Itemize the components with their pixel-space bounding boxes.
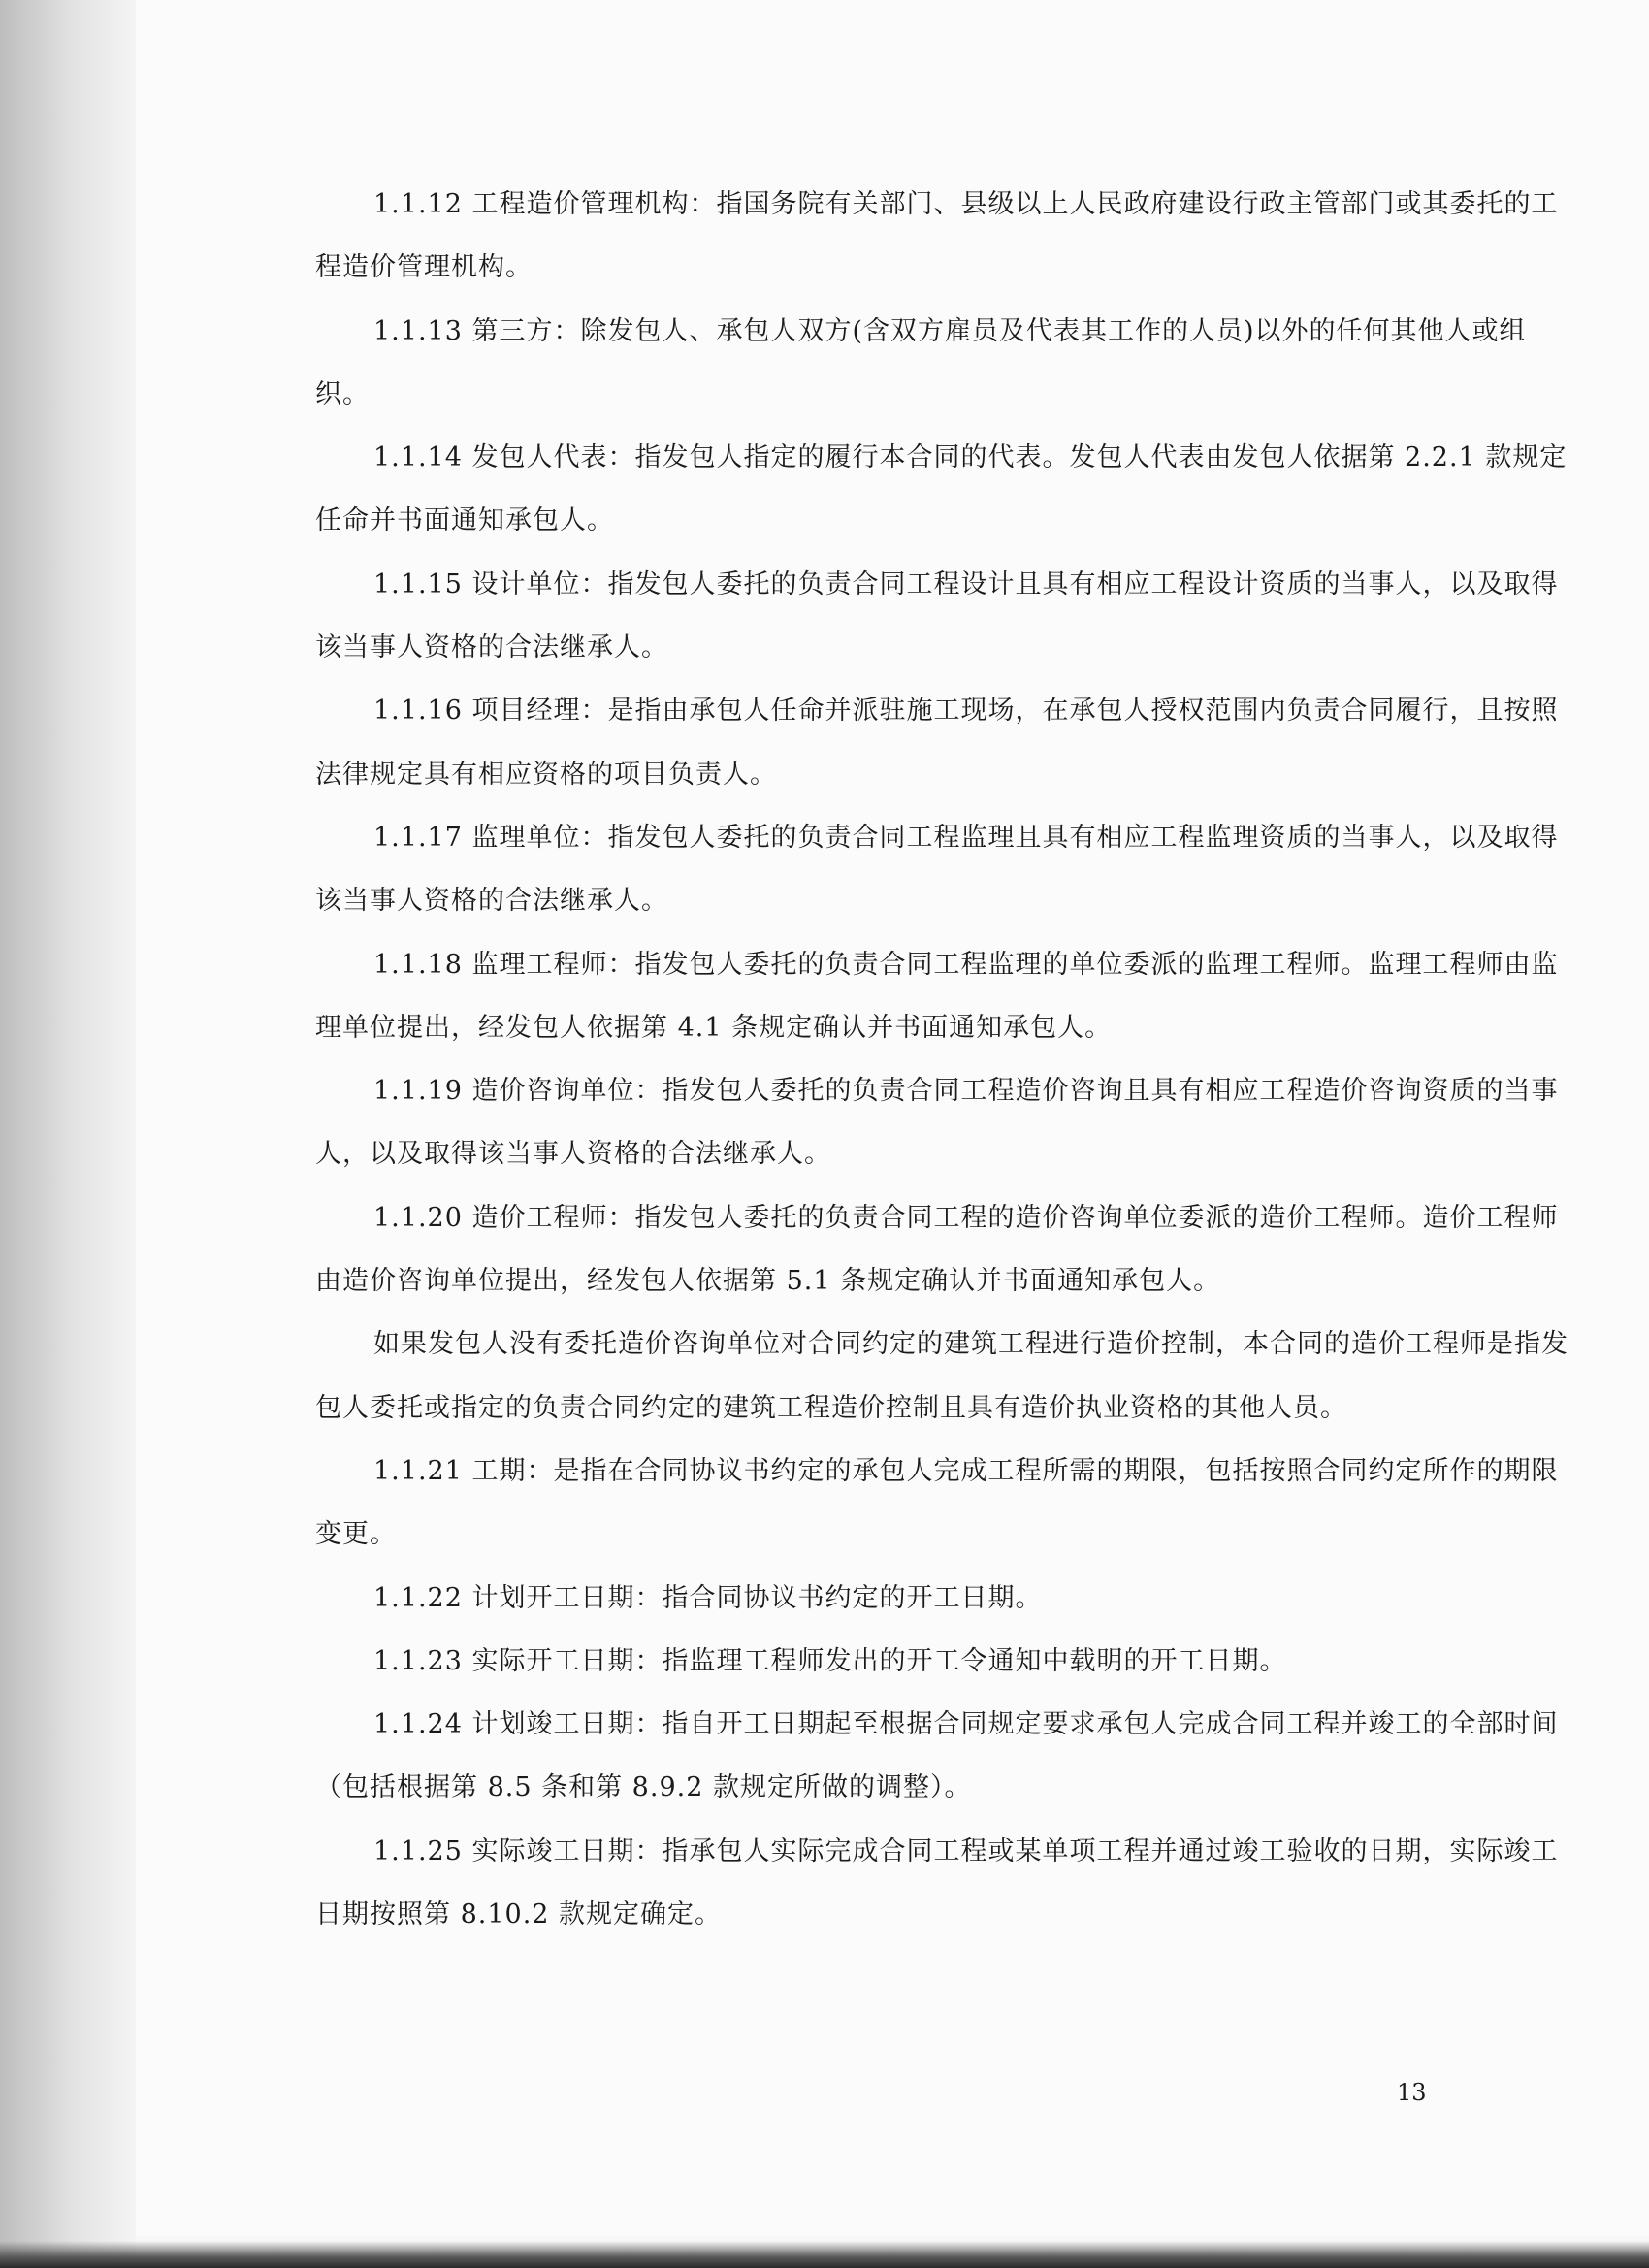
paragraph-1-1-16: 1.1.16 项目经理：是指由承包人任命并派驻施工现场，在承包人授权范围内负责合同履行，且按照法律规定具有相应资格的项目负责人。 [315, 696, 1559, 790]
paragraph-1-1-21: 1.1.21 工期：是指在合同协议书约定的承包人完成工程所需的期限，包括按照合同约定所作的期限变更。 [315, 1455, 1559, 1550]
bottom-edge-shadow [0, 2241, 1649, 2268]
paragraph-1-1-12: 1.1.12 工程造价管理机构：指国务院有关部门、县级以上人民政府建设行政主管部门或其委托的工程造价管理机构。 [315, 189, 1559, 283]
paragraph-1-1-17: 1.1.17 监理单位：指发包人委托的负责合同工程监理且具有相应工程监理资质的当事人，以及取得该当事人资格的合法继承人。 [315, 822, 1559, 917]
paragraph-1-1-19: 1.1.19 造价咨询单位：指发包人委托的负责合同工程造价咨询且具有相应工程造价咨询资质的当事人，以及取得该当事人资格的合法继承人。 [315, 1076, 1559, 1170]
paragraph-1-1-20-note: 如果发包人没有委托造价咨询单位对合同约定的建筑工程进行造价控制，本合同的造价工程师是指发包人委托或指定的负责合同约定的建筑工程造价控制且具有造价执业资格的其他人员。 [315, 1329, 1568, 1423]
document-body [315, 173, 1576, 1946]
paragraph-1-1-18: 1.1.18 监理工程师：指发包人委托的负责合同工程监理的单位委派的监理工程师。监理工程师由监理单位提出，经发包人依据第 4.1 条规定确认并书面通知承包人。 [315, 949, 1559, 1043]
paragraph-1-1-13: 1.1.13 第三方：除发包人、承包人双方(含双方雇员及代表其工作的人员)以外的任何其他人或组织。 [315, 315, 1527, 409]
binding-shadow [0, 0, 136, 2268]
paragraph-1-1-22: 1.1.22 计划开工日期：指合同协议书约定的开工日期。 [373, 1582, 1043, 1613]
paragraph-1-1-25: 1.1.25 实际竣工日期：指承包人实际完成合同工程或某单项工程并通过竣工验收的日期，实际竣工日期按照第 8.10.2 款规定确定。 [315, 1835, 1559, 1930]
document-page [136, 0, 1649, 2236]
paragraph-1-1-15: 1.1.15 设计单位：指发包人委托的负责合同工程设计且具有相应工程设计资质的当事人，以及取得该当事人资格的合法继承人。 [315, 568, 1559, 664]
paragraph-1-1-14: 1.1.14 发包人代表：指发包人指定的履行本合同的代表。发包人代表由发包人依据第 2.2.1 款规定任命并书面通知承包人。 [315, 442, 1568, 536]
paragraph-1-1-20: 1.1.20 造价工程师：指发包人委托的负责合同工程的造价咨询单位委派的造价工程师。造价工程师由造价咨询单位提出，经发包人依据第 5.1 条规定确认并书面通知承包人。 [315, 1202, 1559, 1297]
page-number: 13 [1397, 2079, 1427, 2106]
paragraph-1-1-23: 1.1.23 实际开工日期：指监理工程师发出的开工令通知中载明的开工日期。 [373, 1645, 1287, 1676]
paragraph-1-1-24: 1.1.24 计划竣工日期：指自开工日期起至根据合同规定要求承包人完成合同工程并竣工的全部时间（包括根据第 8.5 条和第 8.9.2 款规定所做的调整）。 [315, 1709, 1559, 1803]
